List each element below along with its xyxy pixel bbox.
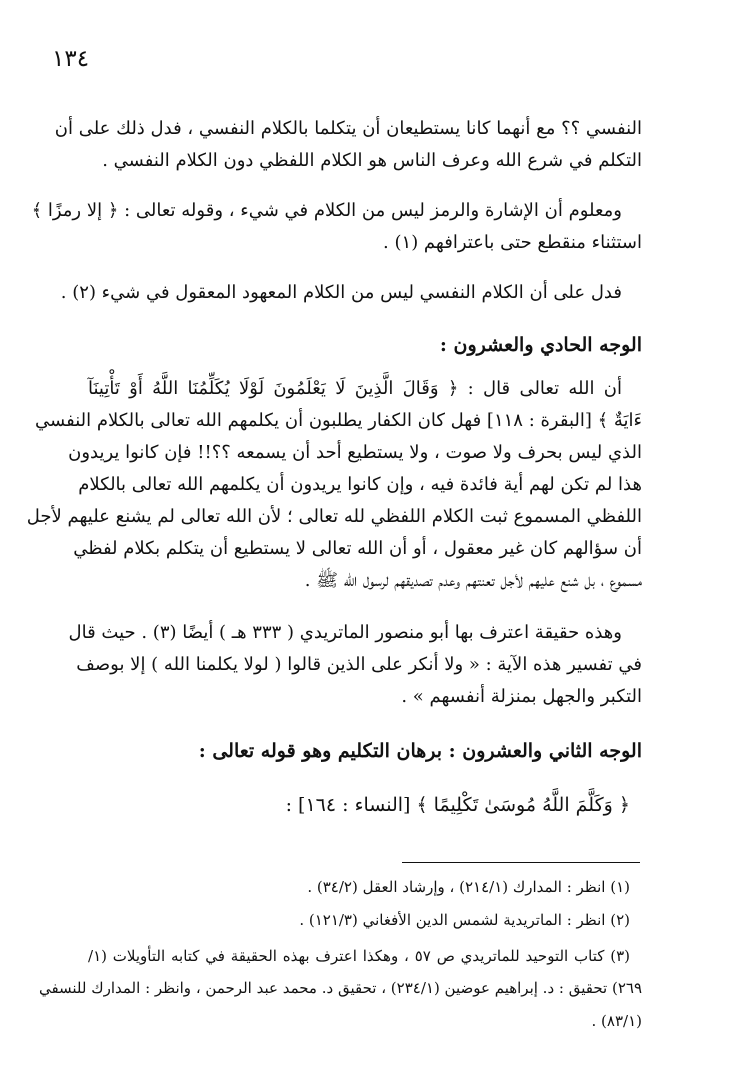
footnote: (١) انظر : المدارك (٢١٤/١) ، وإرشاد العقل (٣٤/٢) .	[307, 878, 630, 896]
body-line: وهذه حقيقة اعترف بها أبو منصور الماتريدي ( ٣٣٣ هـ ) أيضًا (٣) . حيث قال	[68, 622, 622, 643]
body-line: النفسي ؟؟ مع أنهما كانا يستطيعان أن يتكلما بالكلام النفسي ، فدل ذلك على أن	[54, 118, 642, 139]
body-line: اللفظي المسموع ثبت الكلام اللفظي لله تعالى ؛ لأن الله تعالى لم يشنع عليهم لأجل	[26, 506, 642, 527]
body-line: التكلم في شرع الله وعرف الناس هو الكلام اللفظي دون الكلام النفسي .	[102, 150, 642, 171]
body-line: في تفسير هذه الآية : « ولا أنكر على الذين قالوا ( لولا يكلمنا الله ) إلا بوصف	[76, 654, 642, 675]
quran-verse-line: ﴿ وَكَلَّمَ اللَّهُ مُوسَىٰ تَكْلِيمًا ﴾ [النساء : ١٦٤] :	[285, 794, 630, 816]
page-number: ١٣٤	[52, 46, 90, 72]
body-line: فدل على أن الكلام النفسي ليس من الكلام المعهود المعقول في شيء (٢) .	[60, 282, 622, 303]
body-line: هذا لم تكن لهم أية فائدة فيه ، وإن كانوا يريدون أن يكلمهم الله تعالى بالكلام	[78, 474, 642, 495]
footnote: ٢٦٩) تحقيق : د. إبراهيم عوضين (٢٣٤/١) ، تحقيق د. محمد عبد الرحمن ، وانظر : المدارك للنسفي	[38, 979, 642, 997]
footnote-separator	[402, 862, 640, 863]
section-heading: الوجه الثاني والعشرون : برهان التكليم وهو قوله تعالى :	[198, 740, 642, 762]
body-line: مسموع ، بل شنع عليهم لأجل تعنتهم وعدم تصديقهم لرسول الله ﷺ .	[304, 570, 642, 591]
body-line: أن سؤالهم كان غير معقول ، أو أن الله تعالى لا يستطيع أن يتكلم بكلام لفظي	[73, 538, 642, 559]
body-line: الذي ليس بحرف ولا صوت ، ولا يستطيع أحد أن يسمعه ؟؟!! فإن كانوا يريدون	[68, 442, 642, 463]
body-line: التكبر والجهل بمنزلة أنفسهم » .	[401, 686, 642, 707]
body-line: ءَايَةٌ ﴾ [البقرة : ١١٨] فهل كان الكفار يطلبون أن يكلمهم الله تعالى بالكلام النفسي	[35, 410, 642, 431]
body-line: ومعلوم أن الإشارة والرمز ليس من الكلام في شيء ، وقوله تعالى : ﴿ إلا رمزًا ﴾	[31, 200, 622, 221]
footnote: (٢) انظر : الماتريدية لشمس الدين الأفغاني (١٢١/٣) .	[299, 911, 630, 929]
body-line: أن الله تعالى قال : ﴿ وَقَالَ الَّذِينَ لَا يَعْلَمُونَ لَوْلَا يُكَلِّمُنَا اللَّهُ أَوْ تَأْتِينَآ	[88, 378, 622, 399]
body-line: استثناء منقطع حتى باعترافهم (١) .	[383, 232, 642, 253]
footnote: (٨٣/١) .	[591, 1012, 642, 1030]
footnote: (٣) كتاب التوحيد للماتريدي ص ٥٧ ، وهكذا اعترف بهذه الحقيقة في كتابه التأويلات (١/	[88, 947, 631, 965]
section-heading: الوجه الحادي والعشرون :	[439, 334, 642, 356]
